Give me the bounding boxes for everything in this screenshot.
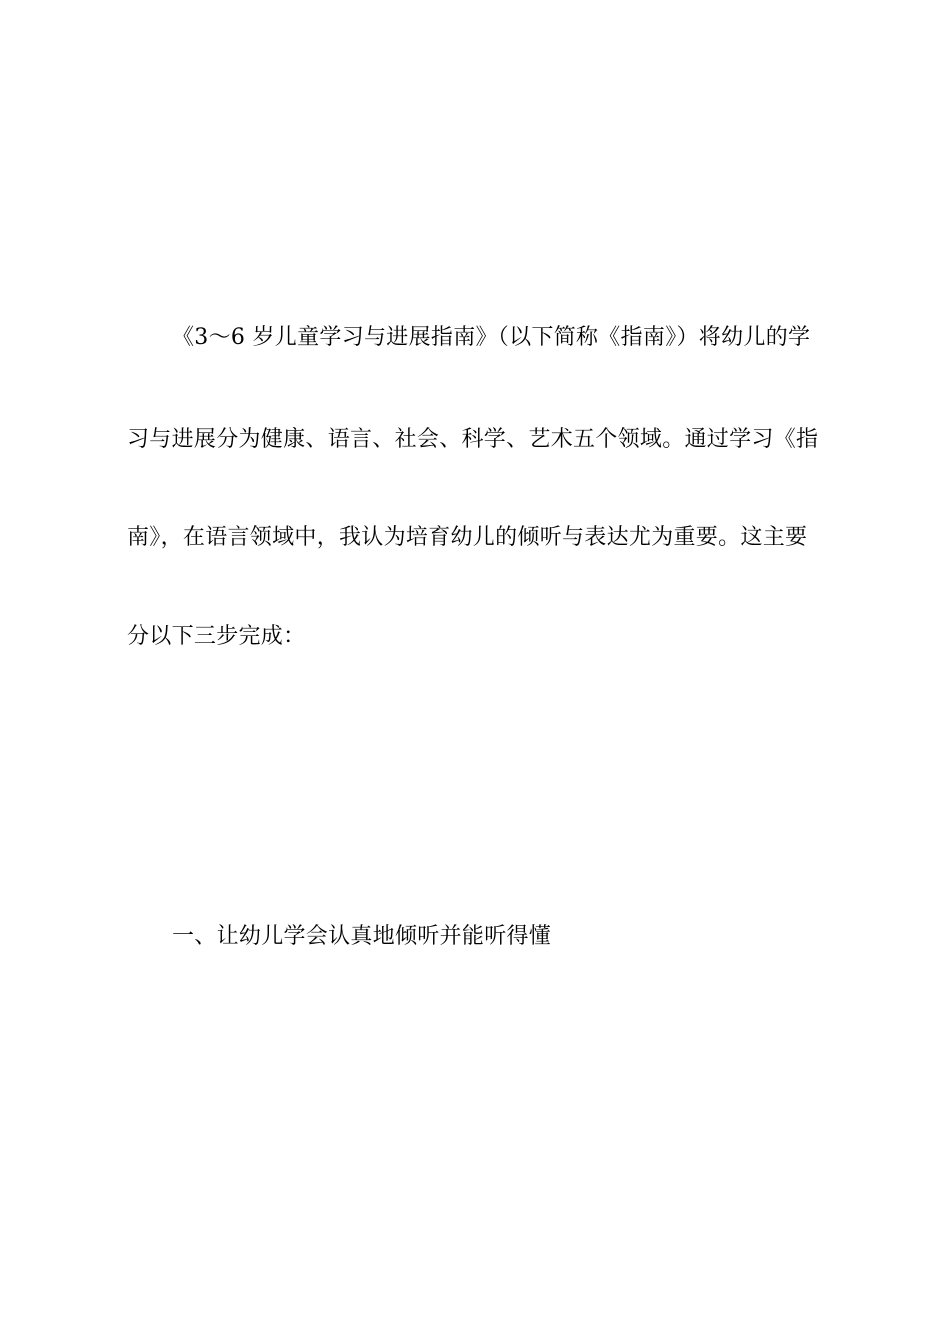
paragraph-line-4: 分以下三步完成： bbox=[127, 624, 306, 649]
section-heading: 一、让幼儿学会认真地倾听并能听得懂 bbox=[172, 924, 552, 949]
paragraph-line-3: 南》，在语言领域中，我认为培育幼儿的倾听与表达尤为重要。这主要 bbox=[127, 525, 808, 550]
paragraph-line-1: 《3～6 岁儿童学习与进展指南》（以下简称《指南》）将幼儿的学 bbox=[172, 325, 811, 350]
paragraph-line-2: 习与进展分为健康、语言、社会、科学、艺术五个领域。通过学习《指 bbox=[127, 427, 819, 452]
